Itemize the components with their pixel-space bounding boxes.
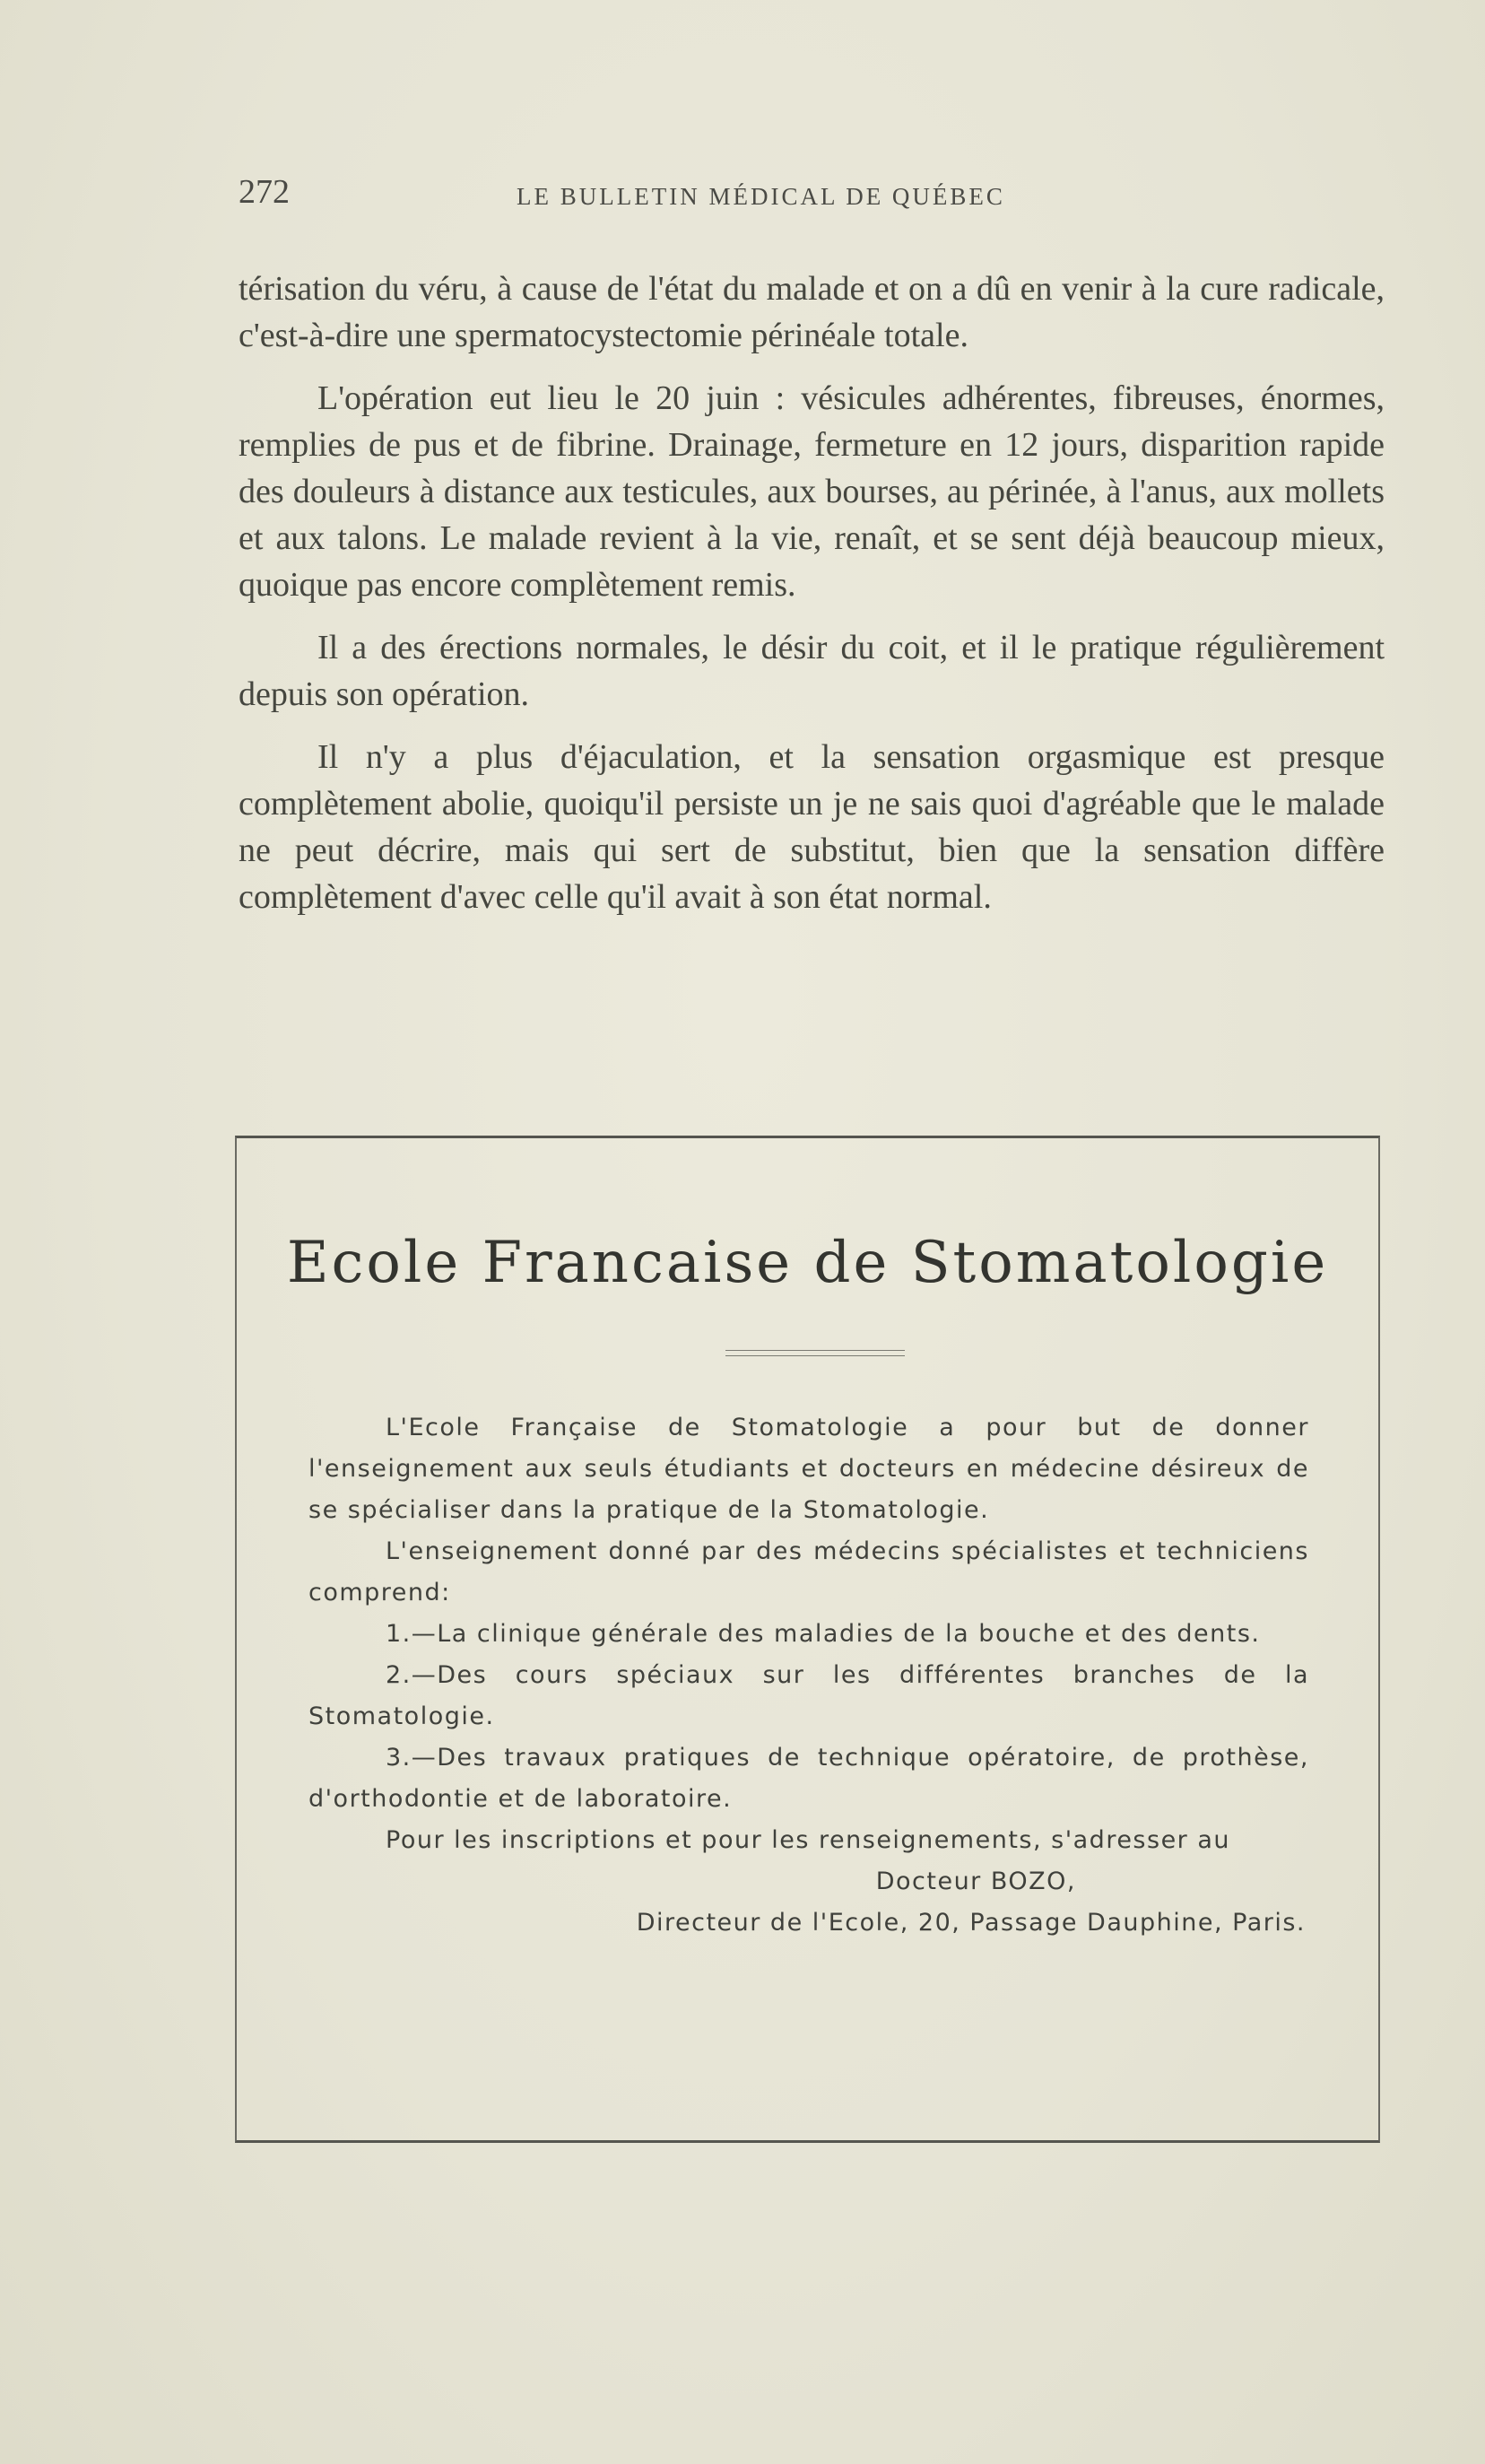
advertisement-item-1: 1.—La clinique générale des maladies de la bouche et des dents. (386, 1620, 1261, 1648)
advertisement-address: Directeur de l'Ecole, 20, Passage Dauphine, Paris. (636, 1909, 1306, 1937)
article-paragraph-1: térisation du véru, à cause de l'état du malade et on a dû en venir à la cure radicale, c'est-à-dire une spermatocystectomie périnéale totale. (239, 270, 1385, 354)
advertisement-box (235, 1136, 1380, 2143)
advertisement-comprend: L'enseignement donné par des médecins spécialistes et techniciens comprend: (308, 1537, 1309, 1606)
article-paragraph-3: Il a des érections normales, le désir du coit, et il le pratique régulièrement depuis son opération. (239, 629, 1385, 713)
article-paragraph-4: Il n'y a plus d'éjaculation, et la sensation orgasmique est presque complètement abolie, quoiqu'il persiste un je ne sais quoi d'agréable que le malade ne peut décrire, mais qui sert de substitut, bien que la sensation diffère complètement d'avec celle qu'il avait à son état normal. (239, 738, 1385, 916)
article-body (239, 266, 1385, 936)
decorative-double-rule (725, 1350, 905, 1356)
advertisement-title: Ecole Francaise de Stomatologie (286, 1230, 1329, 1296)
page-number: 272 (239, 173, 290, 211)
running-title: LE BULLETIN MÉDICAL DE QUÉBEC (517, 183, 1005, 210)
advertisement-item-2: 2.—Des cours spéciaux sur les différentes branches de la Stomatologie. (308, 1661, 1309, 1730)
article-paragraph-2: L'opération eut lieu le 20 juin : vésicules adhérentes, fibreuses, énormes, remplies de pus et de fibrine. Drainage, fermeture en 12 jours, disparition rapide des douleurs à distance aux testicules, aux bourses, au périnée, à l'anus, aux mollets et aux talons. Le malade revient à la vie, renaît, et se sent déjà beaucoup mieux, quoique pas encore complètement remis. (239, 379, 1385, 604)
advertisement-body (308, 1407, 1309, 1944)
advertisement-signature: Docteur BOZO, (875, 1868, 1076, 1895)
advertisement-item-3: 3.—Des travaux pratiques de technique opératoire, de prothèse, d'orthodontie et de laboratoire. (308, 1744, 1309, 1813)
advertisement-contact: Pour les inscriptions et pour les renseignements, s'adresser au (386, 1826, 1231, 1854)
page-header (239, 172, 1135, 217)
advertisement-intro: L'Ecole Française de Stomatologie a pour but de donner l'enseignement aux seuls étudiants et docteurs en médecine désireux de se spécialiser dans la pratique de la Stomatologie. (308, 1414, 1309, 1524)
